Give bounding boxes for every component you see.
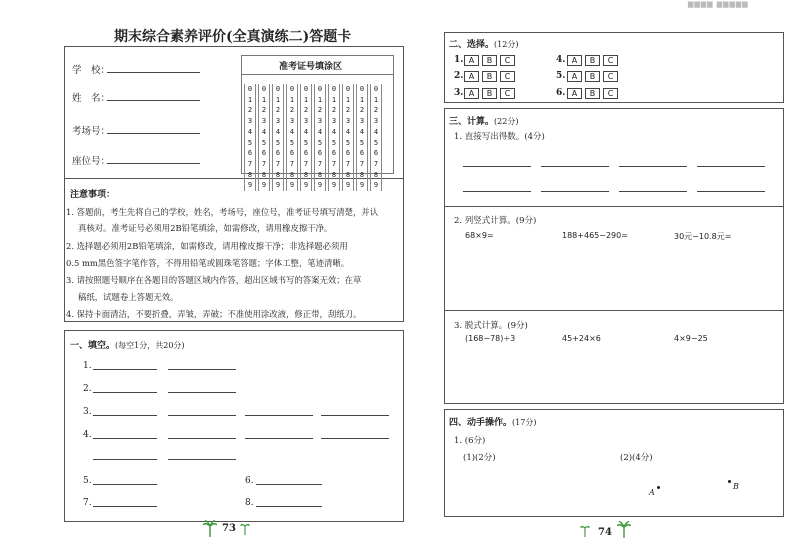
choice-q6-a[interactable]: A xyxy=(567,88,582,99)
answer-line[interactable] xyxy=(93,392,157,393)
answer-line[interactable] xyxy=(93,369,157,370)
notice-line: 0.5 mm黑色签字笔作答，不得用铅笔或圆珠笔答题；字体工整，笔迹清晰。 xyxy=(66,258,350,268)
id-column-7[interactable]: 0 1 2 3 4 5 6 7 8 9 xyxy=(328,84,340,191)
answer-line[interactable] xyxy=(463,166,531,167)
choice-q5: 5. xyxy=(556,71,566,81)
blank-q8: 8. xyxy=(245,498,254,508)
answer-line[interactable] xyxy=(697,166,765,167)
notice-line: 1. 答题前，考生先将自己的学校，姓名，考场号，座位号，准考证号填写清楚，并认 xyxy=(66,207,379,217)
choice-q2: 2. xyxy=(454,71,464,81)
calc-q2-item: 188+465−290= xyxy=(562,231,628,240)
answer-line[interactable] xyxy=(541,166,609,167)
choice-q4-b[interactable]: B xyxy=(585,55,600,66)
school-label: 学 校： xyxy=(72,65,111,76)
id-column-5[interactable]: 0 1 2 3 4 5 6 7 8 9 xyxy=(300,84,312,191)
calc-q2-title: 2. 列竖式计算。(9分) xyxy=(454,216,537,226)
sprout-icon xyxy=(240,521,250,535)
answer-line[interactable] xyxy=(619,166,687,167)
id-column-4[interactable]: 0 1 2 3 4 5 6 7 8 9 xyxy=(286,84,298,191)
section2-title: 二、选择。(12分) xyxy=(449,40,519,50)
notice-line: 稿纸，试题卷上答题无效。 xyxy=(78,292,179,302)
section4-title: 四、动手操作。(17分) xyxy=(449,418,537,428)
notice-line: 2. 选择题必须用2B铅笔填涂，如需修改，请用橡皮擦干净；非选择题必须用 xyxy=(66,241,348,251)
id-column-9[interactable]: 0 1 2 3 4 5 6 7 8 9 xyxy=(356,84,368,191)
choice-q5-b[interactable]: B xyxy=(585,71,600,82)
point-a-label: A xyxy=(649,488,655,497)
notice-line: 4. 保持卡面清洁，不要折叠，弄皱，弄破；不准使用涂改液，修正带，刮纸刀。 xyxy=(66,309,362,319)
school-field[interactable] xyxy=(107,72,200,73)
choice-q1: 1. xyxy=(454,55,464,65)
calc-q2-item: 68×9= xyxy=(465,231,494,240)
room-field[interactable] xyxy=(107,133,200,134)
blank-q7: 7. xyxy=(83,498,92,508)
point-b-dot xyxy=(728,480,731,483)
divider xyxy=(444,310,784,311)
blank-q1: 1. xyxy=(83,361,92,371)
seat-label: 座位号： xyxy=(72,156,111,167)
answer-line[interactable] xyxy=(321,415,389,416)
calc-q3-item: 45+24×6 xyxy=(562,334,601,343)
id-column-6[interactable]: 0 1 2 3 4 5 6 7 8 9 xyxy=(314,84,326,191)
choice-q3: 3. xyxy=(454,88,464,98)
id-column-8[interactable]: 0 1 2 3 4 5 6 7 8 9 xyxy=(342,84,354,191)
blank-q4: 4. xyxy=(83,430,92,440)
answer-line[interactable] xyxy=(93,438,157,439)
page-number-left: 73 xyxy=(222,523,236,534)
choice-q6: 6. xyxy=(556,88,566,98)
handson-sub1: (1)(2分) xyxy=(463,453,496,463)
blank-q3: 3. xyxy=(83,407,92,417)
seat-field[interactable] xyxy=(107,163,200,164)
section-calculation xyxy=(444,108,784,404)
palm-tree-icon xyxy=(617,520,631,538)
choice-q5-c[interactable]: C xyxy=(603,71,618,82)
answer-line[interactable] xyxy=(93,506,157,507)
palm-tree-icon xyxy=(203,519,217,537)
answer-line[interactable] xyxy=(619,191,687,192)
point-b-label: B xyxy=(733,482,739,491)
blank-q6: 6. xyxy=(245,476,254,486)
calc-q1-title: 1. 直接写出得数。(4分) xyxy=(454,132,545,142)
top-decoration: ▆▆▆▆ ▆▆▆▆▆ xyxy=(688,0,749,8)
choice-q3-a[interactable]: A xyxy=(464,88,479,99)
room-label: 考场号： xyxy=(72,126,111,137)
choice-q6-b[interactable]: B xyxy=(585,88,600,99)
answer-line[interactable] xyxy=(168,369,236,370)
answer-line[interactable] xyxy=(168,415,236,416)
answer-line[interactable] xyxy=(463,191,531,192)
choice-q1-b[interactable]: B xyxy=(482,55,497,66)
choice-q3-c[interactable]: C xyxy=(500,88,515,99)
choice-q1-c[interactable]: C xyxy=(500,55,515,66)
notice-title: 注意事项： xyxy=(70,190,116,200)
id-column-1[interactable]: 0 1 2 3 4 5 6 7 8 9 xyxy=(244,84,256,191)
answer-line[interactable] xyxy=(541,191,609,192)
name-field[interactable] xyxy=(107,100,200,101)
answer-line[interactable] xyxy=(697,191,765,192)
choice-q6-c[interactable]: C xyxy=(603,88,618,99)
section1-title: 一、填空。(每空1分，共20分) xyxy=(70,341,185,351)
answer-line[interactable] xyxy=(168,392,236,393)
choice-q5-a[interactable]: A xyxy=(567,71,582,82)
choice-q2-b[interactable]: B xyxy=(482,71,497,82)
notice-line: 真核对。准考证号必须用2B铅笔填涂，如需修改，请用橡皮擦干净。 xyxy=(78,223,333,233)
calc-q2-item: 30元−10.8元= xyxy=(674,232,732,241)
choice-q1-a[interactable]: A xyxy=(464,55,479,66)
answer-line[interactable] xyxy=(93,415,157,416)
calc-q3-title: 3. 脱式计算。(9分) xyxy=(454,321,528,331)
answer-line[interactable] xyxy=(168,459,236,460)
choice-q4-c[interactable]: C xyxy=(603,55,618,66)
answer-line[interactable] xyxy=(245,438,313,439)
answer-line[interactable] xyxy=(245,415,313,416)
notice-line: 3. 请按照题号顺序在各题目的答题区域内作答，超出区域书写的答案无效；在草 xyxy=(66,275,362,285)
answer-line[interactable] xyxy=(256,506,322,507)
divider xyxy=(444,206,784,207)
answer-line[interactable] xyxy=(93,484,157,485)
calc-q3-item: 4×9−25 xyxy=(674,334,708,343)
name-label: 姓 名： xyxy=(72,93,111,104)
page-number-right: 74 xyxy=(598,527,612,538)
page-title: 期末综合素养评价(全真演练二)答题卡 xyxy=(114,29,352,45)
section3-title: 三、计算。(22分) xyxy=(449,117,519,127)
choice-q3-b[interactable]: B xyxy=(482,88,497,99)
sprout-icon xyxy=(580,523,590,537)
handson-sub2: (2)(4分) xyxy=(620,453,653,463)
handson-q1: 1. (6分) xyxy=(454,436,486,446)
id-fill-title: 准考证号填涂区 xyxy=(279,62,343,72)
id-column-10[interactable]: 0 1 2 3 4 5 6 7 8 9 xyxy=(370,84,382,191)
answer-line[interactable] xyxy=(93,459,157,460)
id-column-3[interactable]: 0 1 2 3 4 5 6 7 8 9 xyxy=(272,84,284,191)
answer-line[interactable] xyxy=(256,484,322,485)
id-column-2[interactable]: 0 1 2 3 4 5 6 7 8 9 xyxy=(258,84,270,191)
blank-q2: 2. xyxy=(83,384,92,394)
point-a-dot xyxy=(657,486,660,489)
id-title-divider xyxy=(241,74,394,75)
choice-q2-a[interactable]: A xyxy=(464,71,479,82)
section-fill-blank xyxy=(64,330,404,522)
choice-q4: 4. xyxy=(556,55,566,65)
blank-q5: 5. xyxy=(83,476,92,486)
answer-line[interactable] xyxy=(321,438,389,439)
answer-line[interactable] xyxy=(168,438,236,439)
choice-q4-a[interactable]: A xyxy=(567,55,582,66)
calc-q3-item: (168−78)÷3 xyxy=(465,334,516,343)
choice-q2-c[interactable]: C xyxy=(500,71,515,82)
